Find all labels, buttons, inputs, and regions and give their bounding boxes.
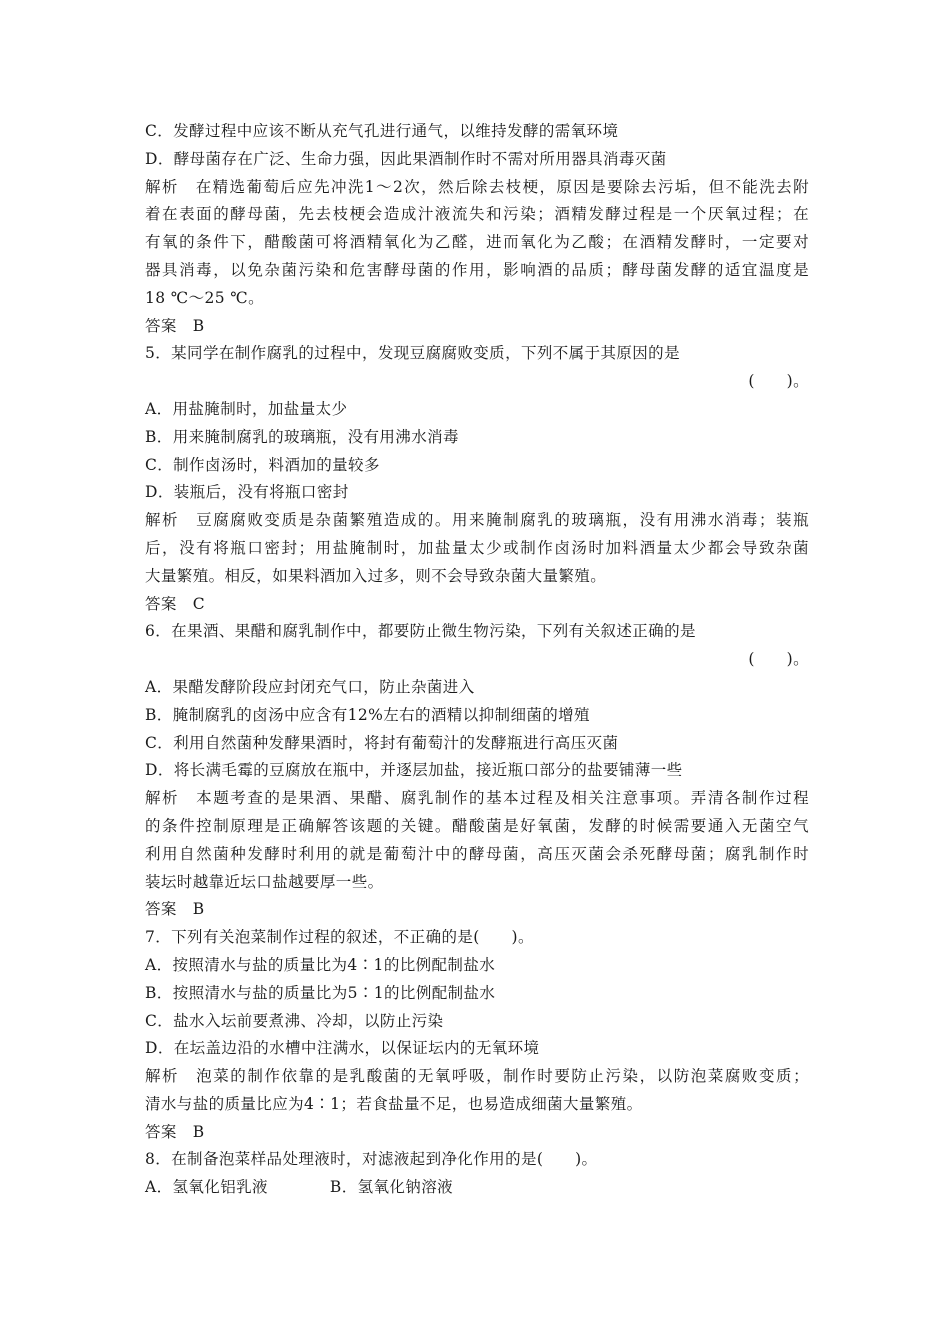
text-line: D．装瓶后，没有将瓶口密封 [145, 483, 349, 502]
text-line: D．在坛盖边沿的水槽中注满水，以保证坛内的无氧环境 [145, 1039, 540, 1058]
text-line: 18 ℃～25 ℃。 [145, 288, 264, 307]
text-line: C．利用自然菌种发酵果酒时，将封有葡萄汁的发酵瓶进行高压灭菌 [145, 733, 619, 752]
text-line: 6．在果酒、果醋和腐乳制作中，都要防止微生物污染，下列有关叙述正确的是 [145, 622, 696, 641]
document-page [145, 118, 809, 1202]
text-line: 答案 C [145, 594, 205, 613]
text-line: 有氧的条件下，醋酸菌可将酒精氧化为乙醛，进而氧化为乙酸；在酒精发酵时，一定要对 [145, 233, 809, 252]
text-line: 答案 B [145, 1122, 205, 1141]
text-line: 答案 B [145, 316, 205, 335]
option-b: B．氢氧化钠溶液 [329, 1178, 453, 1197]
text-line: 解析 泡菜的制作依靠的是乳酸菌的无氧呼吸，制作时要防止污染，以防泡菜腐败变质； [145, 1067, 809, 1086]
text-line: 利用自然菌种发酵时利用的就是葡萄汁中的酵母菌，高压灭菌会杀死酵母菌；腐乳制作时 [145, 844, 809, 863]
text-line: 大量繁殖。相反，如果料酒加入过多，则不会导致杂菌大量繁殖。 [145, 566, 607, 585]
text-line: 的条件控制原理是正确解答该题的关键。醋酸菌是好氧菌，发酵的时候需要通入无菌空气 [145, 816, 809, 835]
option-a: A．氢氧化铝乳液 [145, 1178, 268, 1197]
text-line: 解析 本题考查的是果酒、果醋、腐乳制作的基本过程及相关注意事项。弄清各制作过程 [145, 789, 809, 808]
text-line: C．发酵过程中应该不断从充气孔进行通气，以维持发酵的需氧环境 [145, 122, 619, 140]
text-line: 解析 豆腐腐败变质是杂菌繁殖造成的。用来腌制腐乳的玻璃瓶，没有用沸水消毒；装瓶 [145, 511, 809, 530]
text-line: 器具消毒，以免杂菌污染和危害酵母菌的作用，影响酒的品质；酵母菌发酵的适宜温度是 [145, 260, 809, 279]
text-line: 清水与盐的质量比应为4∶1；若食盐量不足，也易造成细菌大量繁殖。 [145, 1094, 643, 1113]
text-line: 答案 B [145, 900, 205, 919]
text-line: C．盐水入坛前要煮沸、冷却，以防止污染 [145, 1011, 444, 1030]
text-line: A．按照清水与盐的质量比为4∶1的比例配制盐水 [145, 955, 496, 974]
text-line: C．制作卤汤时，料酒加的量较多 [145, 455, 380, 474]
text-line: 装坛时越靠近坛口盐越要厚一些。 [145, 872, 384, 891]
text-line: 解析 在精选葡萄后应先冲洗1～2次，然后除去枝梗，原因是要除去污垢，但不能洗去附 [145, 177, 809, 196]
text-line: 7．下列有关泡菜制作过程的叙述，不正确的是( )。 [145, 928, 534, 947]
text-line: 5．某同学在制作腐乳的过程中，发现豆腐腐败变质，下列不属于其原因的是 [145, 344, 680, 363]
text-line: 后，没有将瓶口密封；用盐腌制时，加盐量太少或制作卤汤时加料酒量太少都会导致杂菌 [145, 538, 809, 557]
text-line: 8．在制备泡菜样品处理液时，对滤液起到净化作用的是( )。 [145, 1150, 598, 1169]
text-line: D．将长满毛霉的豆腐放在瓶中，并逐层加盐，接近瓶口部分的盐要铺薄一些 [145, 761, 683, 780]
text-line: A．果醋发酵阶段应封闭充气口，防止杂菌进入 [145, 677, 475, 696]
text-line: ( )。 [748, 372, 809, 391]
text-line: B．按照清水与盐的质量比为5∶1的比例配制盐水 [145, 983, 496, 1002]
text-line: B．腌制腐乳的卤汤中应含有12%左右的酒精以抑制细菌的增殖 [145, 705, 590, 724]
text-line: 着在表面的酵母菌，先去枝梗会造成汁液流失和污染；酒精发酵过程是一个厌氧过程；在 [145, 205, 809, 224]
options-row [145, 1174, 809, 1202]
text-line: B．用来腌制腐乳的玻璃瓶，没有用沸水消毒 [145, 427, 459, 446]
text-line: A．用盐腌制时，加盐量太少 [145, 399, 348, 418]
text-line: D．酵母菌存在广泛、生命力强，因此果酒制作时不需对所用器具消毒灭菌 [145, 149, 667, 168]
text-line: ( )。 [748, 650, 809, 669]
